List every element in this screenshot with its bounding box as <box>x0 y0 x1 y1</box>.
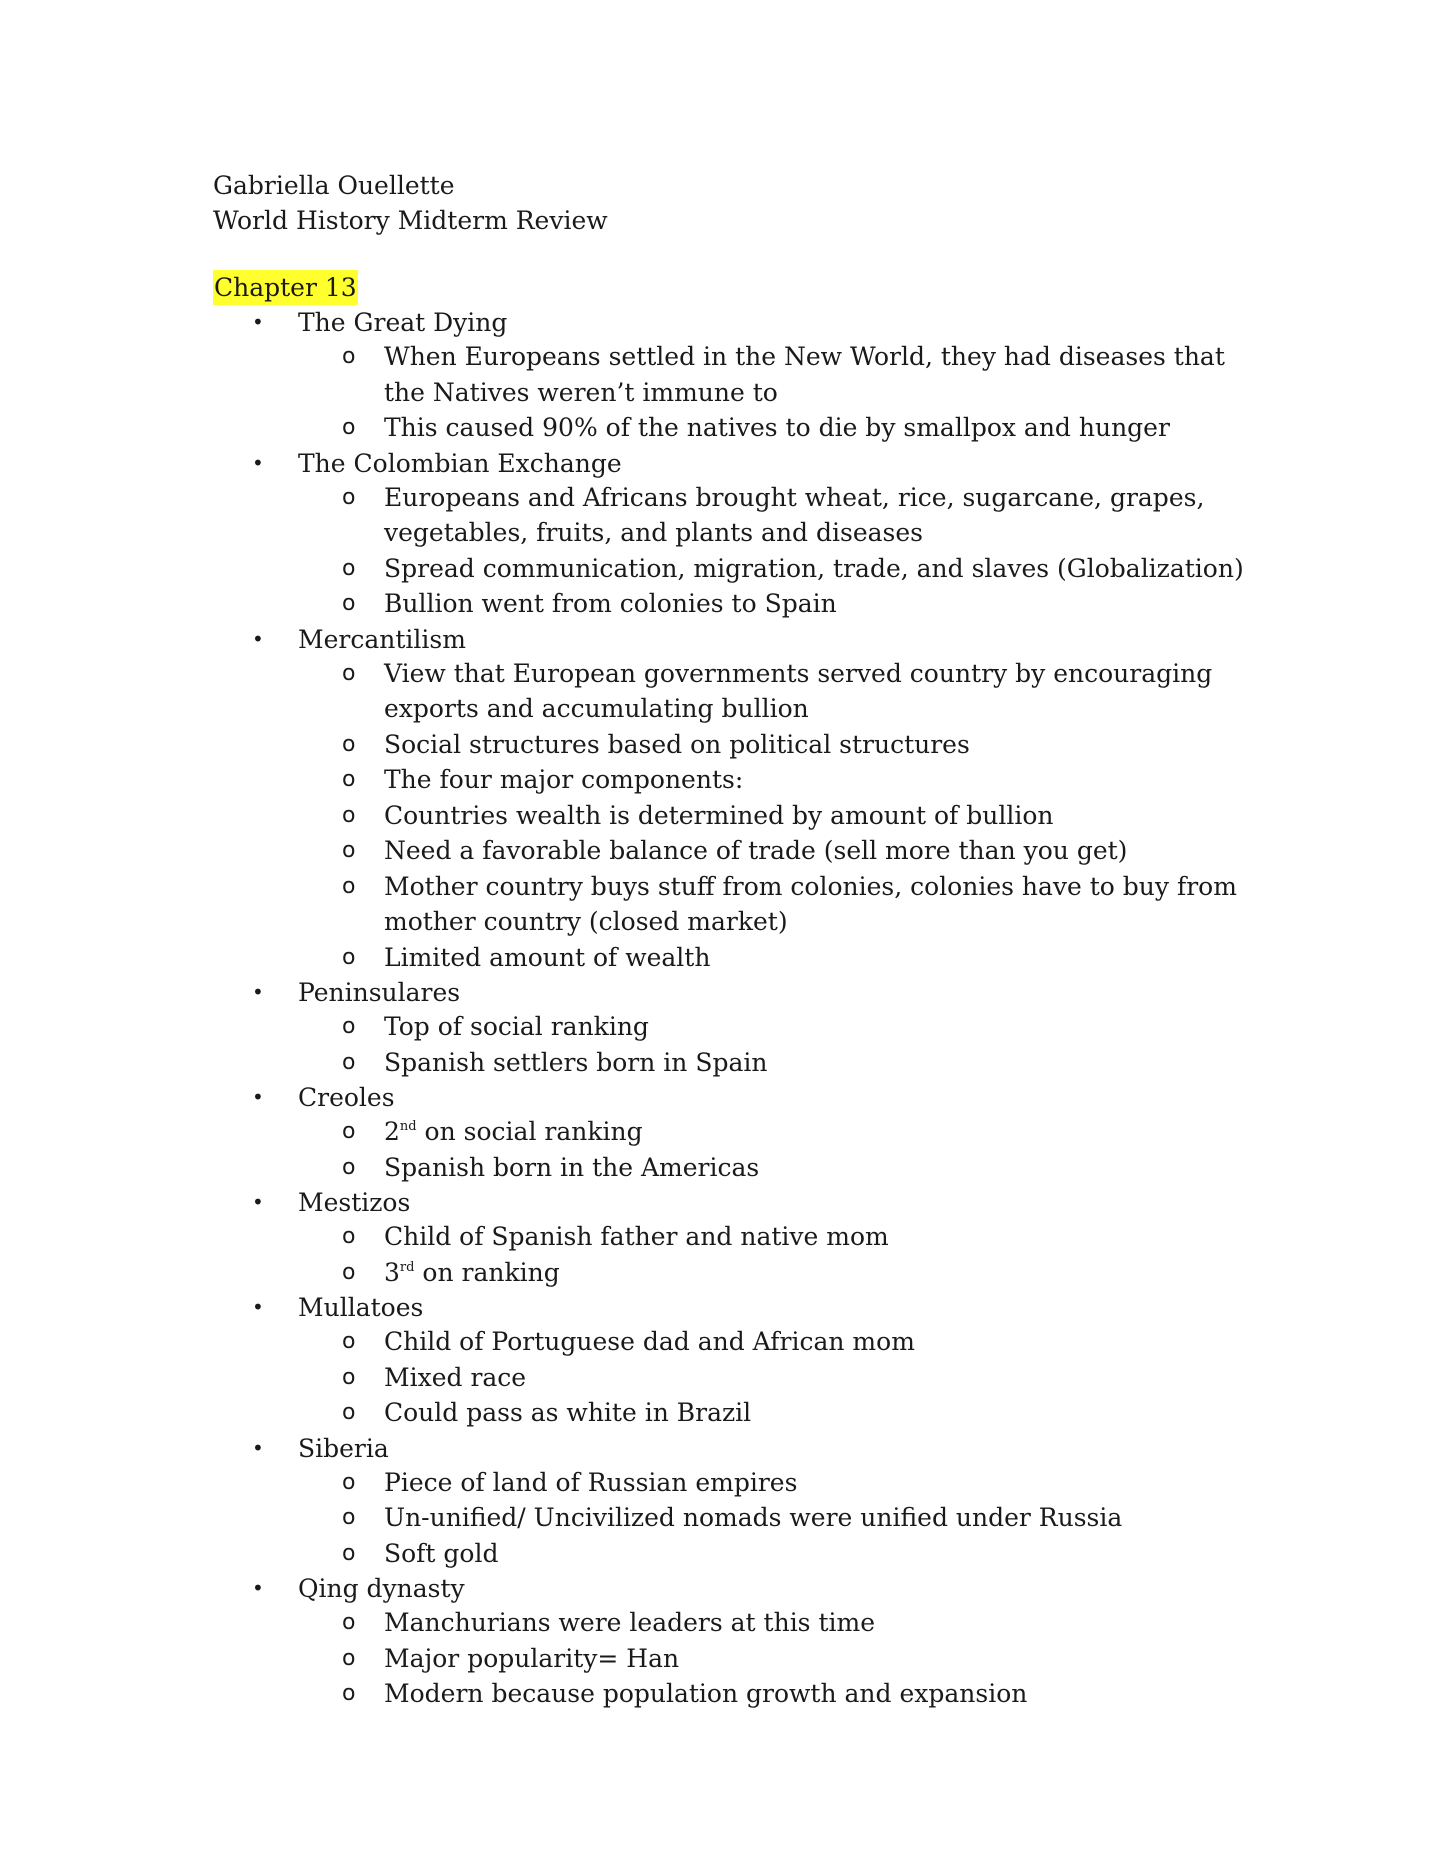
circle-bullet-icon: o <box>342 1049 356 1075</box>
bullet-icon: • <box>252 1435 264 1460</box>
chapter-heading: Chapter 13 <box>213 270 358 305</box>
circle-bullet-icon: o <box>342 591 356 616</box>
sub-item-text: Manchurians were leaders at this time <box>384 1608 876 1637</box>
document-header <box>213 168 608 238</box>
sub-item <box>0 1676 1456 1712</box>
circle-bullet-icon: o <box>342 1610 356 1635</box>
circle-bullet-icon: o <box>342 944 356 970</box>
ordinal-number: 3 <box>384 1257 400 1287</box>
document-title: World History Midterm Review <box>213 206 608 235</box>
circle-bullet-icon: o <box>342 1119 356 1144</box>
sub-item-text: Bullion went from colonies to Spain <box>384 589 837 618</box>
sub-item <box>0 1324 1456 1360</box>
sub-item <box>0 339 1456 410</box>
sub-item <box>0 1395 1456 1431</box>
bullet-icon: • <box>252 1085 264 1109</box>
sub-item-text: Need a favorable balance of trade (sell more than you get) <box>384 836 1128 865</box>
sub-item-text: Limited amount of wealth <box>384 942 711 972</box>
circle-bullet-icon: o <box>342 873 356 899</box>
sub-item-text: This caused 90% of the natives to die by smallpox and hunger <box>384 413 1170 442</box>
topic-item <box>0 975 1456 1009</box>
bullet-icon: • <box>252 1190 264 1214</box>
topic-item <box>0 622 1456 656</box>
sub-item-text: Could pass as white in Brazil <box>384 1398 752 1427</box>
circle-bullet-icon: o <box>342 1505 356 1530</box>
circle-bullet-icon: o <box>342 1364 356 1390</box>
bullet-icon: • <box>252 626 264 651</box>
review-outline <box>0 305 1456 1712</box>
sub-item <box>0 1500 1456 1536</box>
sub-item-text: Spanish settlers born in Spain <box>384 1047 768 1077</box>
sub-item-text: Major popularity= Han <box>384 1643 680 1673</box>
sub-item-text: Social structures based on political structures <box>384 729 970 759</box>
sub-item <box>0 1641 1456 1677</box>
sub-item <box>0 1114 1456 1150</box>
circle-bullet-icon: o <box>342 1681 356 1706</box>
sub-item-text: When Europeans settled in the New World, they had diseases that the Natives weren’t immune to <box>384 342 1225 407</box>
ordinal-suffix: nd <box>399 1119 417 1134</box>
sub-item-text: View that European governments served country by encouraging exports and accumulating bullion <box>384 658 1213 723</box>
circle-bullet-icon: o <box>342 555 356 581</box>
circle-bullet-icon: o <box>342 344 356 369</box>
sub-item-text: Europeans and Africans brought wheat, rice, sugarcane, grapes, vegetables, fruits, and plants and diseases <box>384 482 1205 547</box>
sub-item-text: Piece of land of Russian empires <box>384 1467 798 1497</box>
circle-bullet-icon: o <box>342 1014 356 1039</box>
sub-item-text: Modern because population growth and expansion <box>384 1679 1028 1708</box>
topic-item <box>0 1571 1456 1605</box>
ordinal-number: 2 <box>384 1117 400 1146</box>
circle-bullet-icon: o <box>342 660 356 686</box>
sub-item <box>0 1255 1456 1291</box>
sub-item-text <box>384 1114 1244 1150</box>
topic-label: Mullatoes <box>298 1293 424 1322</box>
sub-item-text: Un-unified/ Uncivilized nomads were unified under Russia <box>384 1503 1123 1532</box>
topic-item <box>0 1290 1456 1324</box>
sub-item-text: Spanish born in the Americas <box>384 1152 760 1182</box>
topic-item <box>0 1080 1456 1114</box>
ordinal-rest: on social ranking <box>416 1117 643 1146</box>
sub-item <box>0 1360 1456 1396</box>
sub-item-text: Child of Spanish father and native mom <box>384 1222 889 1251</box>
topic-label: Creoles <box>298 1083 395 1112</box>
sub-item <box>0 1150 1456 1186</box>
circle-bullet-icon: o <box>342 838 356 863</box>
circle-bullet-icon: o <box>342 767 356 792</box>
sub-item-text: Countries wealth is determined by amount of bullion <box>384 800 1054 830</box>
topic-label: Mestizos <box>298 1188 411 1217</box>
sub-item <box>0 1045 1456 1081</box>
bullet-icon: • <box>252 1576 264 1600</box>
sub-item <box>0 1009 1456 1045</box>
sub-item <box>0 551 1456 587</box>
topic-item <box>0 446 1456 480</box>
circle-bullet-icon: o <box>342 1259 356 1285</box>
sub-item <box>0 1536 1456 1572</box>
circle-bullet-icon: o <box>342 484 356 510</box>
sub-item <box>0 480 1456 551</box>
circle-bullet-icon: o <box>342 1400 356 1425</box>
sub-item <box>0 410 1456 446</box>
sub-item <box>0 833 1456 869</box>
topic-label: Siberia <box>298 1433 389 1463</box>
sub-item <box>0 1219 1456 1255</box>
sub-item <box>0 586 1456 622</box>
bullet-icon: • <box>252 980 264 1004</box>
topic-item <box>0 305 1456 339</box>
topic-label: Peninsulares <box>298 978 461 1007</box>
ordinal-rest: on ranking <box>414 1257 560 1287</box>
sub-item <box>0 727 1456 763</box>
ordinal-suffix: rd <box>399 1259 415 1275</box>
author-name: Gabriella Ouellette <box>213 171 455 200</box>
topic-label: Qing dynasty <box>298 1574 465 1603</box>
topic-label: The Great Dying <box>298 308 508 337</box>
sub-item-text: Soft gold <box>384 1538 499 1568</box>
sub-item-text: Spread communication, migration, trade, and slaves (Globalization) <box>384 553 1244 583</box>
circle-bullet-icon: o <box>342 731 356 757</box>
sub-item-text: Top of social ranking <box>384 1012 649 1041</box>
sub-item-text: Child of Portuguese dad and African mom <box>384 1327 915 1356</box>
topic-item <box>0 1431 1456 1465</box>
sub-item <box>0 762 1456 798</box>
circle-bullet-icon: o <box>342 1540 356 1566</box>
bullet-icon: • <box>252 450 264 475</box>
topic-label: The Colombian Exchange <box>298 448 622 478</box>
sub-item <box>0 940 1456 976</box>
sub-item-text <box>384 1255 1244 1291</box>
bullet-icon: • <box>252 310 264 334</box>
circle-bullet-icon: o <box>342 1329 356 1354</box>
sub-item <box>0 798 1456 834</box>
sub-item <box>0 869 1456 940</box>
sub-item <box>0 1465 1456 1501</box>
sub-item <box>0 1605 1456 1641</box>
sub-item-text: Mother country buys stuff from colonies, colonies have to buy from mother country (closed market) <box>384 871 1237 936</box>
topic-item <box>0 1185 1456 1219</box>
circle-bullet-icon: o <box>342 802 356 828</box>
topic-label: Mercantilism <box>298 624 466 654</box>
sub-item <box>0 656 1456 727</box>
sub-item-text: The four major components: <box>384 765 744 794</box>
sub-item-text: Mixed race <box>384 1362 527 1392</box>
bullet-icon: • <box>252 1295 264 1319</box>
circle-bullet-icon: o <box>342 1154 356 1180</box>
circle-bullet-icon: o <box>342 1224 356 1249</box>
circle-bullet-icon: o <box>342 1469 356 1495</box>
circle-bullet-icon: o <box>342 415 356 440</box>
circle-bullet-icon: o <box>342 1645 356 1671</box>
